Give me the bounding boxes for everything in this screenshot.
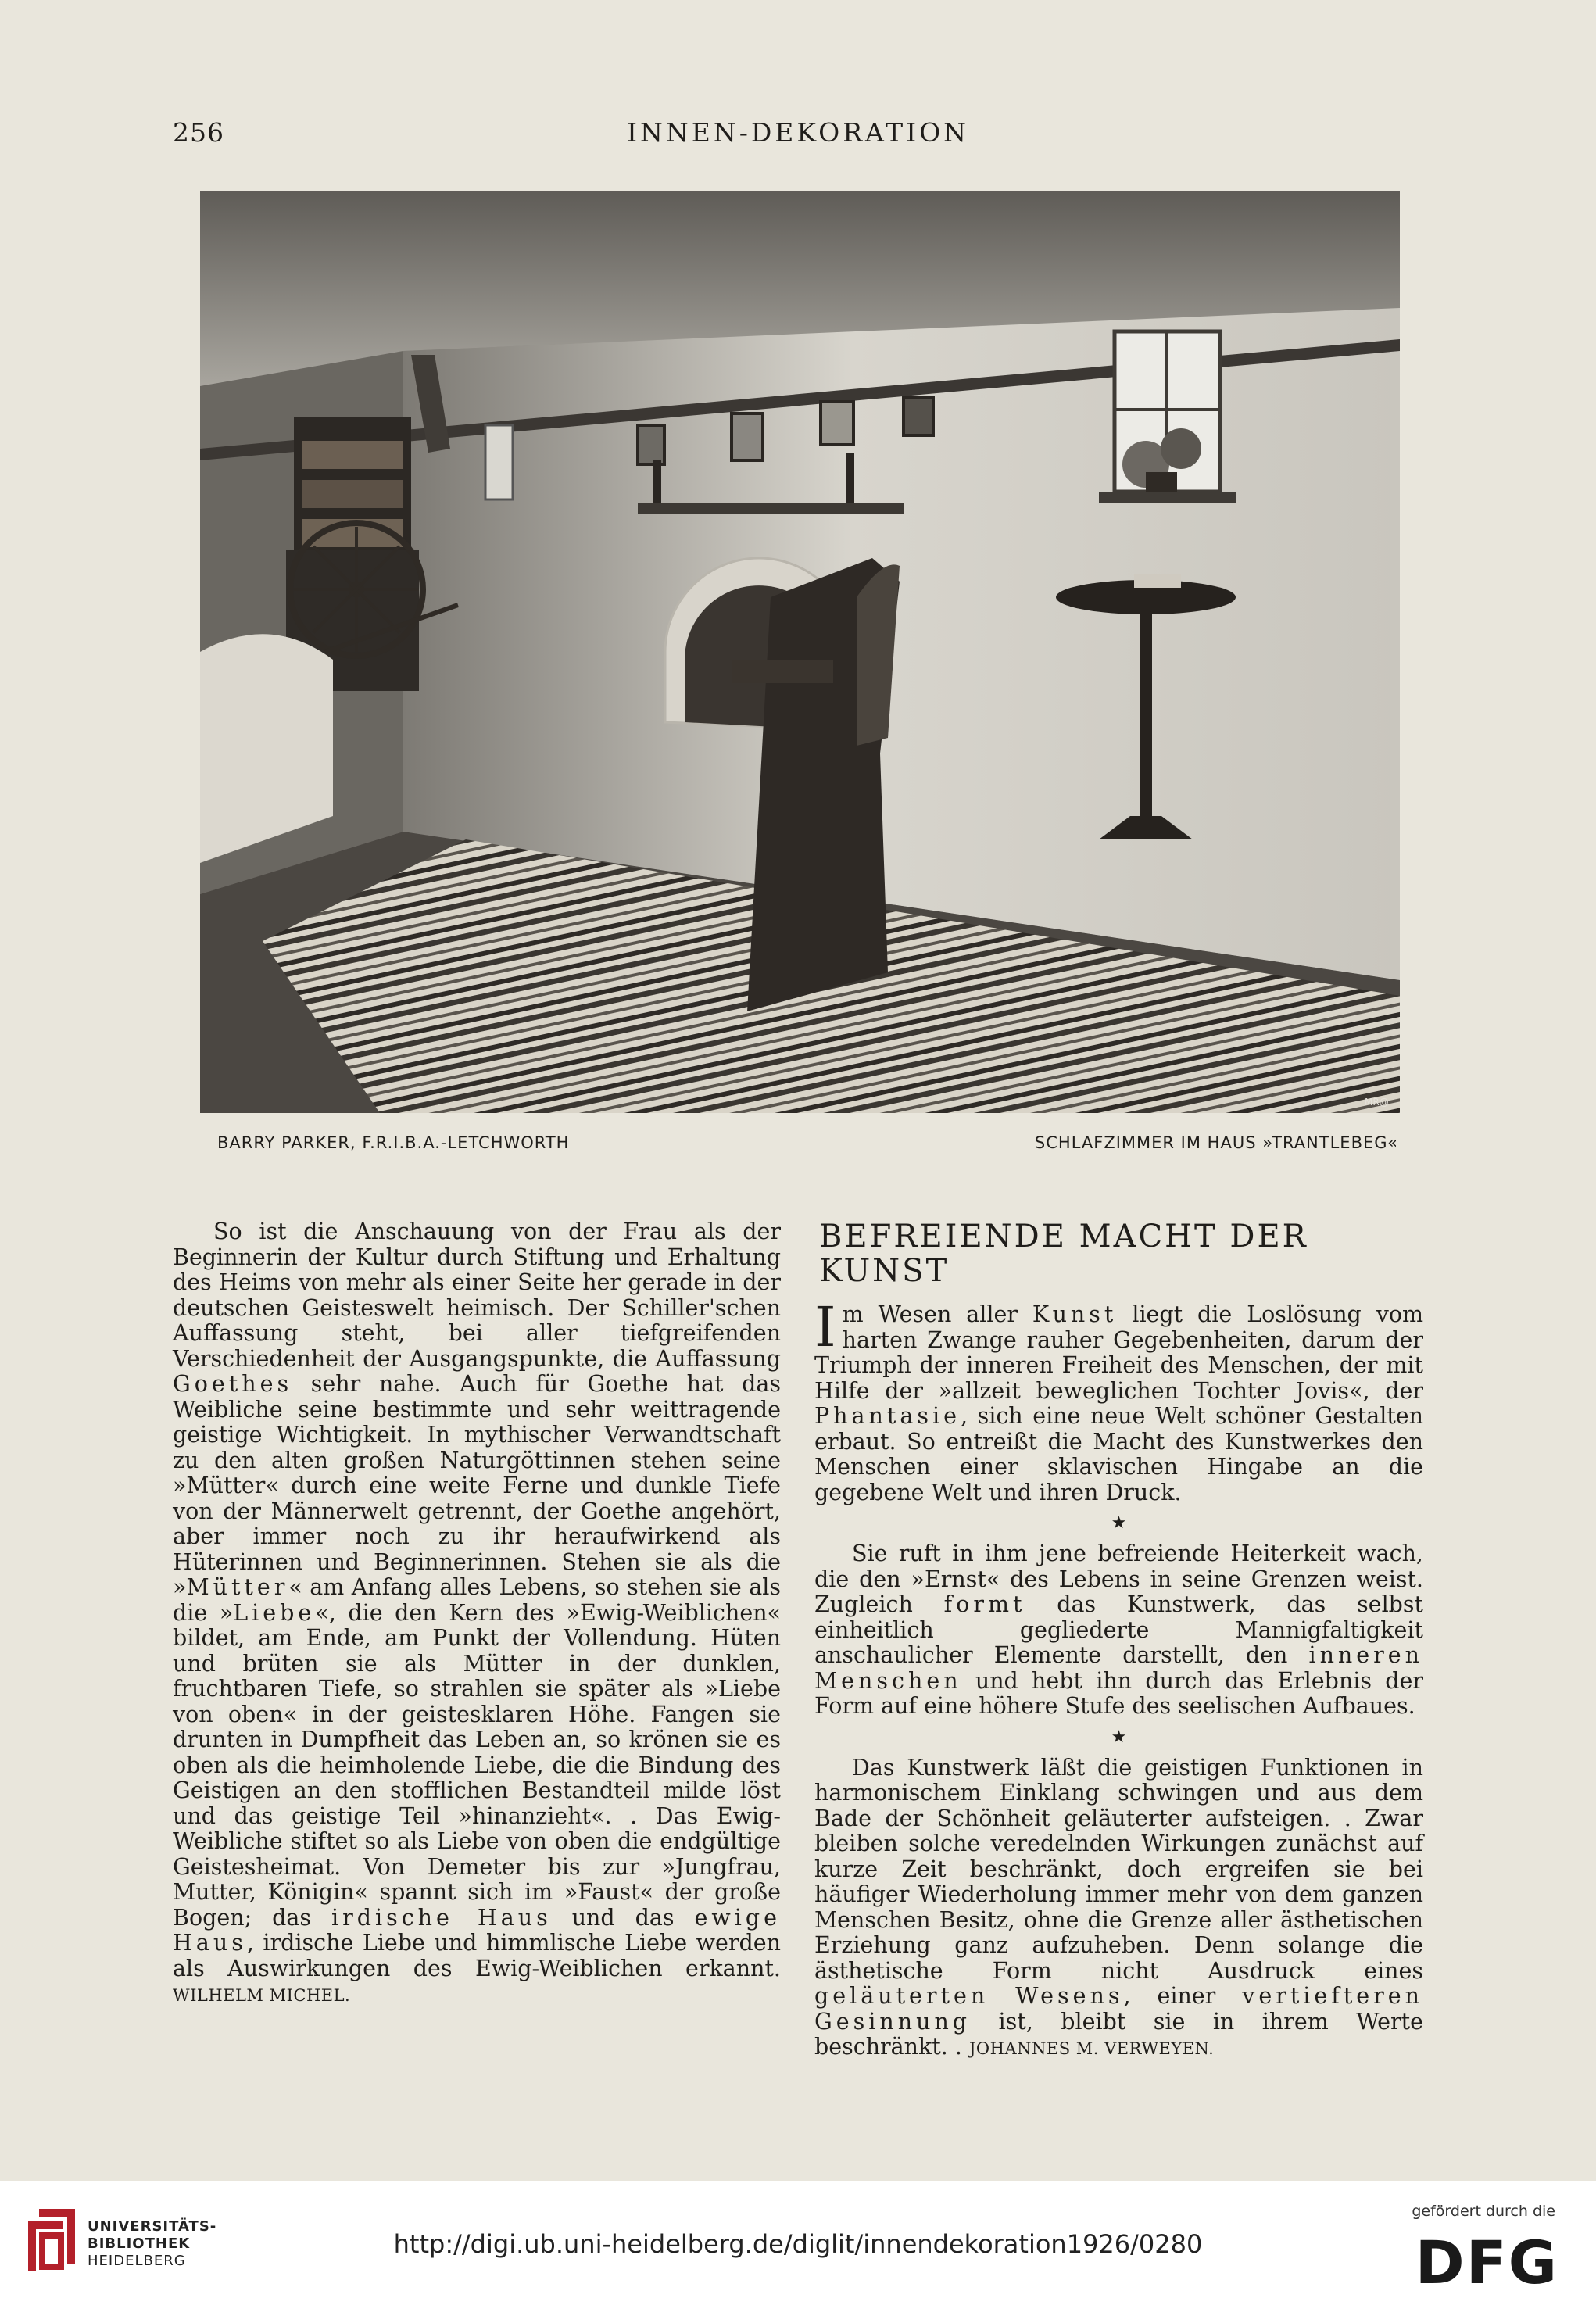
left-column-paragraph: So ist die Anschauung von der Frau als der Beginnerin der Kultur durch Stiftung und Erhaltung des Heims von mehr als einer Seite her gerade in der deutschen Geisteswelt heimisch. Der Schiller'schen Auffassung steht, bei aller tiefgreifenden Verschiedenheit der Ausgangspunkte, die Auffassung Goethes sehr nahe. Auch für Goethe hat das Weibliche seine bestimmte und sehr weittragende geistige Wichtigkeit. In mythischer Verwandtschaft zu den alten großen Naturgöttinnen stehen seine »Mütter« durch eine weite Ferne und dunkle Tiefe von der Männerwelt getrennt, der Goethe angehört, aber immer noch zu ihr heraufwirkend als Hüterinnen und Beginnerinnen. Stehen sie als die »Mütter« am Anfang alles Lebens, so stehen sie als die »Liebe«, die den Kern des »Ewig-Weiblichen« bildet, am Ende, am Punkt der Vollendung. Hüten und brüten sie als Mütter in der dunklen, fruchtbaren Tiefe, so strahlen sie später als »Liebe von oben« in der geistesklaren Höhe. Fangen sie drunten in Dumpfheit das Leben an, so krönen sie es oben als die heimholende Liebe, die die Bindung des Geistigen an den stofflichen Bestandteil milde löst und das geistige Teil »hinanzieht«. . Das Ewig-Weibliche stiftet so als Liebe von oben die endgültige Geistesheimat. Von Demeter bis zur »Jungfrau, Mutter, Königin« spannt sich im »Faust« der große Bogen; das irdische Haus und das ewige Haus, irdische Liebe und himmlische Liebe werden als Auswirkungen des Ewig-Weiblichen erkannt. WILHELM MICHEL. (173, 1219, 781, 2005)
right-paragraph-1: Im Wesen aller Kunst liegt die Loslösung vom harten Zwange rauher Gegebenheiten, darum der Triumph der inneren Freiheit des Menschen, der mit Hilfe der »allzeit beweglichen Tochter Jovis«, der Phantasie, sich eine neue Welt schöner Gestalten erbaut. So entreißt die Macht des Kunstwerkes den Menschen einer sklavischen Hingabe an die gegebene Welt und ihren Druck. (814, 1295, 1424, 1505)
right-paragraph-3: Das Kunstwerk läßt die geistigen Funktionen in harmonischem Einklang schwingen und aus dem Bade der Schönheit geläuterter aufsteigen. . Zwar bleiben solche veredelnden Wirkungen zunächst auf kurze Zeit beschränkt, doch ergreifen sie bei häufiger Wiederholung immer mehr von dem ganzen Menschen Besitz, ohne die Grenze aller ästhetischen Erziehung ganz aufzuheben. Denn solange die ästhetische Form nicht Ausdruck eines geläuterten Wesens, einer vertiefteren Gesinnung ist, bleibt sie in ihrem Werte beschränkt. . JOHANNES M. VERWEYEN. (814, 1754, 1424, 2060)
page-number: 256 (173, 117, 224, 148)
right-column-article (814, 1219, 1423, 2062)
bedroom-photograph (200, 191, 1400, 1113)
dfg-logo: DFG (1415, 2228, 1558, 2297)
left-column-article (173, 1219, 781, 2009)
funding-note: gefördert durch die (1412, 2203, 1555, 2220)
library-name: UNIVERSITÄTS- BIBLIOTHEK HEIDELBERG (88, 2218, 217, 2269)
photo-signature: MR@ (1365, 1097, 1389, 1108)
photo-illustration (200, 191, 1400, 1113)
source-url-link[interactable]: http://digi.ub.uni-heidelberg.de/diglit/innendekoration1926/0280 (393, 2229, 1203, 2259)
right-paragraph-2: Sie ruft in ihm jene befreiende Heiterkeit wach, die den »Ernst« des Lebens in seine Grenzen weist. Zugleich formt das Kunstwerk, das selbst einheitlich gegliederte Mannigfaltigkeit anschaulicher Elemente darstellt, den inneren Menschen und hebt ihn durch das Erlebnis der Form auf eine höhere Stufe des seelischen Aufbaues. (814, 1541, 1424, 1719)
digitization-footer (0, 2181, 1596, 2323)
article-title: BEFREIENDE MACHT DER KUNST (819, 1219, 1308, 1289)
photo-credit: BARRY PARKER, F.R.I.B.A.-LETCHWORTH (217, 1133, 570, 1152)
running-head: INNEN-DEKORATION (626, 117, 970, 148)
author-signature: WILHELM MICHEL. (173, 1986, 351, 2005)
author-signature: JOHANNES M. VERWEYEN. (969, 2039, 1215, 2058)
drop-cap: I (814, 1295, 836, 1359)
section-star: ★ (1111, 1727, 1127, 1747)
photo-caption: SCHLAFZIMMER IM HAUS »TRANTLEBEG« (1034, 1133, 1398, 1152)
section-star: ★ (1111, 1513, 1127, 1533)
